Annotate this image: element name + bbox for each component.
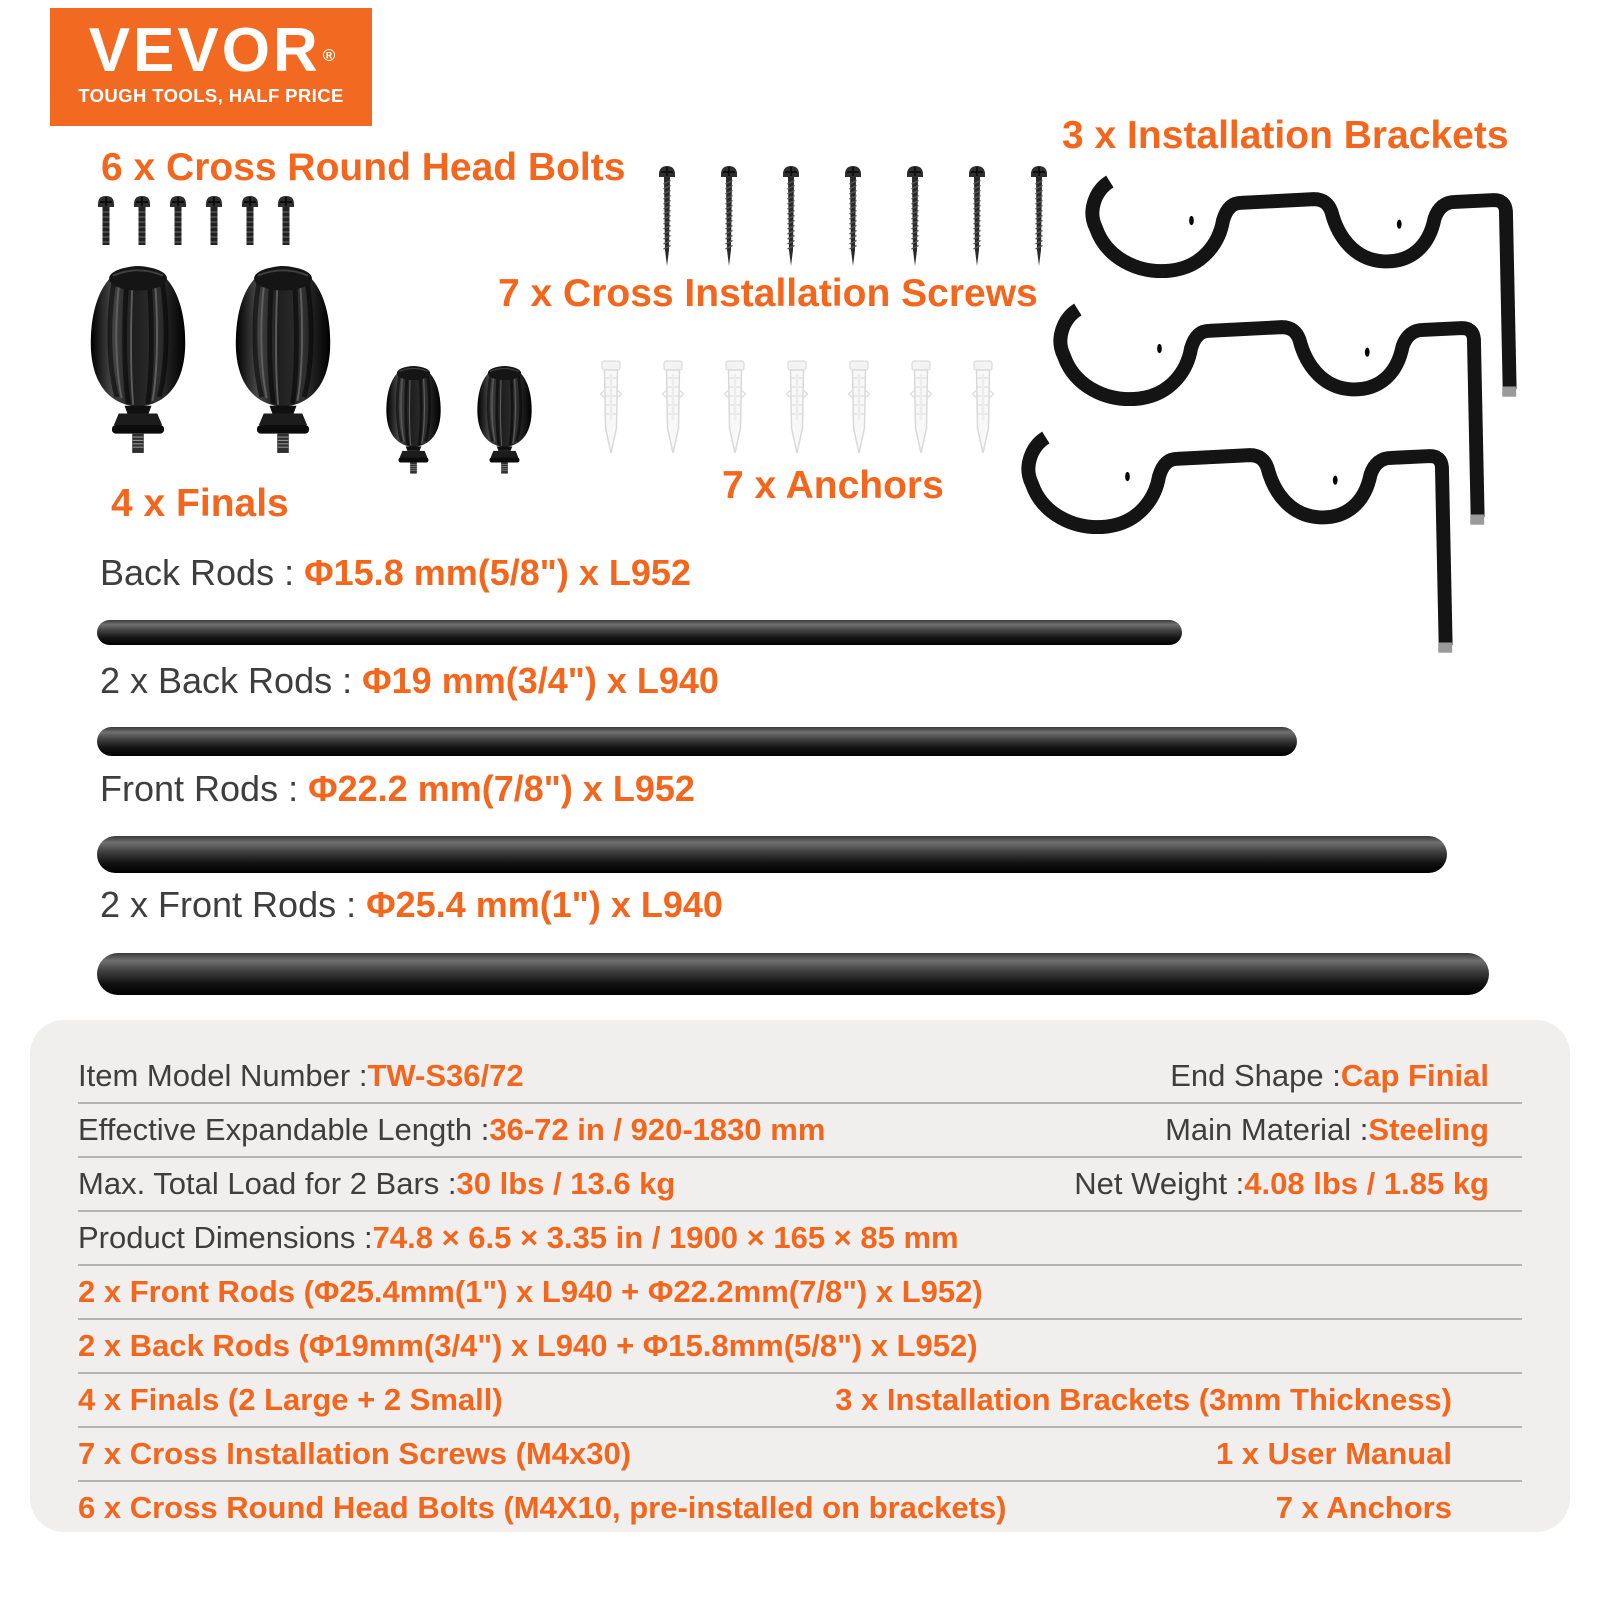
finials-label: 4 x Finals [111,482,289,525]
rod-name: 2 x Back Rods : [100,660,363,701]
spec-label: Effective Expandable Length : [78,1112,490,1147]
rod-name: Back Rods : [100,552,305,593]
brand-tagline: TOUGH TOOLS, HALF PRICE [78,85,344,106]
bolt-icon [95,193,117,251]
spec-value: 4 x Finals (2 Large + 2 Small) [78,1382,503,1417]
spec-cell [78,1058,524,1094]
registered-trademark-icon: ® [322,45,336,65]
bolt-icon [275,193,297,251]
rod-spec: Φ22.2 mm(7/8") x L952 [308,768,695,809]
spec-value: 74.8 × 6.5 × 3.35 in / 1900 × 165 × 85 mm [372,1220,959,1255]
spec-value: 7 x Anchors [1275,1490,1452,1525]
spec-row [78,1428,1522,1482]
spec-value: 36-72 in / 920-1830 mm [489,1112,826,1147]
spec-label: Main Material : [1165,1112,1369,1147]
spec-label: Product Dimensions : [78,1220,373,1255]
bolt-icon [167,193,189,251]
spec-value: 6 x Cross Round Head Bolts (M4X10, pre-installed on brackets) [78,1490,1007,1525]
spec-row [78,1266,1522,1320]
spec-label: Net Weight : [1074,1166,1245,1201]
spec-cell [78,1274,983,1310]
spec-label: Item Model Number : [78,1058,368,1093]
rod-image [97,620,1182,645]
spec-value: 1 x User Manual [1215,1436,1452,1471]
spec-cell [1165,1112,1489,1148]
rod-name: 2 x Front Rods : [100,884,367,925]
spec-value: 2 x Back Rods (Φ19mm(3/4") x L940 + Φ15.8mm(5/8") x L952) [78,1328,978,1363]
spec-cell [78,1220,959,1256]
spec-label: Max. Total Load for 2 Bars : [78,1166,457,1201]
rod-label [100,552,691,594]
spec-cell [1170,1058,1489,1094]
screw-icon [656,164,678,270]
bolts-label: 6 x Cross Round Head Bolts [101,146,626,189]
screws-label: 7 x Cross Installation Screws [498,272,1038,315]
spec-value: 3 x Installation Brackets (3mm Thickness) [835,1382,1452,1417]
spec-cell [1074,1166,1489,1202]
spec-value: Steeling [1368,1112,1489,1147]
spec-value: 30 lbs / 13.6 kg [456,1166,676,1201]
screw-icon [1028,164,1050,270]
rod-image [97,836,1447,873]
rod-name: Front Rods : [100,768,309,809]
spec-value: TW-S36/72 [367,1058,524,1093]
screw-icon [842,164,864,270]
rod-spec: Φ19 mm(3/4") x L940 [362,660,719,701]
spec-cell [78,1382,503,1418]
rod-label [100,768,695,810]
spec-cell [78,1490,1007,1526]
spec-cell [78,1112,825,1148]
spec-row [78,1050,1522,1104]
rod-label [100,884,723,926]
screw-icon [780,164,802,270]
anchor-icon [784,360,810,456]
spec-cell [78,1328,978,1364]
anchors-group [598,360,996,456]
spec-value: 7 x Cross Installation Screws (M4x30) [78,1436,632,1471]
rod-image [97,727,1297,756]
rod-label [100,660,719,702]
screw-icon [966,164,988,270]
spec-row [78,1212,1522,1266]
spec-row [78,1320,1522,1374]
spec-cell [78,1166,675,1202]
spec-cell [78,1436,631,1472]
screws-group [656,164,1050,270]
spec-cell [1216,1436,1452,1472]
brand-name: VEVOR [88,16,321,85]
screw-icon [718,164,740,270]
anchors-label: 7 x Anchors [722,464,944,507]
bolts-group [95,193,297,251]
anchor-icon [660,360,686,456]
rod-spec: Φ25.4 mm(1") x L940 [366,884,723,925]
spec-cell [835,1382,1452,1418]
finial-icon-small [474,360,535,479]
screw-icon [904,164,926,270]
finial-icon-large [230,256,336,462]
spec-value: 2 x Front Rods (Φ25.4mm(1") x L940 + Φ22.2mm(7/8") x L952) [78,1274,983,1309]
spec-row [78,1104,1522,1158]
anchor-icon [970,360,996,456]
finial-icon-large [85,256,191,462]
spec-cell [1276,1490,1452,1526]
anchor-icon [722,360,748,456]
spec-label: End Shape : [1170,1058,1341,1093]
rod-image [97,953,1489,995]
bolt-icon [239,193,261,251]
bolt-icon [131,193,153,251]
anchor-icon [908,360,934,456]
spec-value: Cap Finial [1340,1058,1489,1093]
spec-table [30,1020,1570,1532]
vevor-logo [50,8,372,126]
spec-value: 4.08 lbs / 1.85 kg [1244,1166,1489,1201]
spec-row [78,1158,1522,1212]
spec-row [78,1482,1522,1534]
brackets-label: 3 x Installation Brackets [1062,114,1509,157]
spec-row [78,1374,1522,1428]
anchor-icon [598,360,624,456]
bolt-icon [203,193,225,251]
finial-icon-small [383,360,444,479]
anchor-icon [846,360,872,456]
rod-spec: Φ15.8 mm(5/8") x L952 [304,552,691,593]
